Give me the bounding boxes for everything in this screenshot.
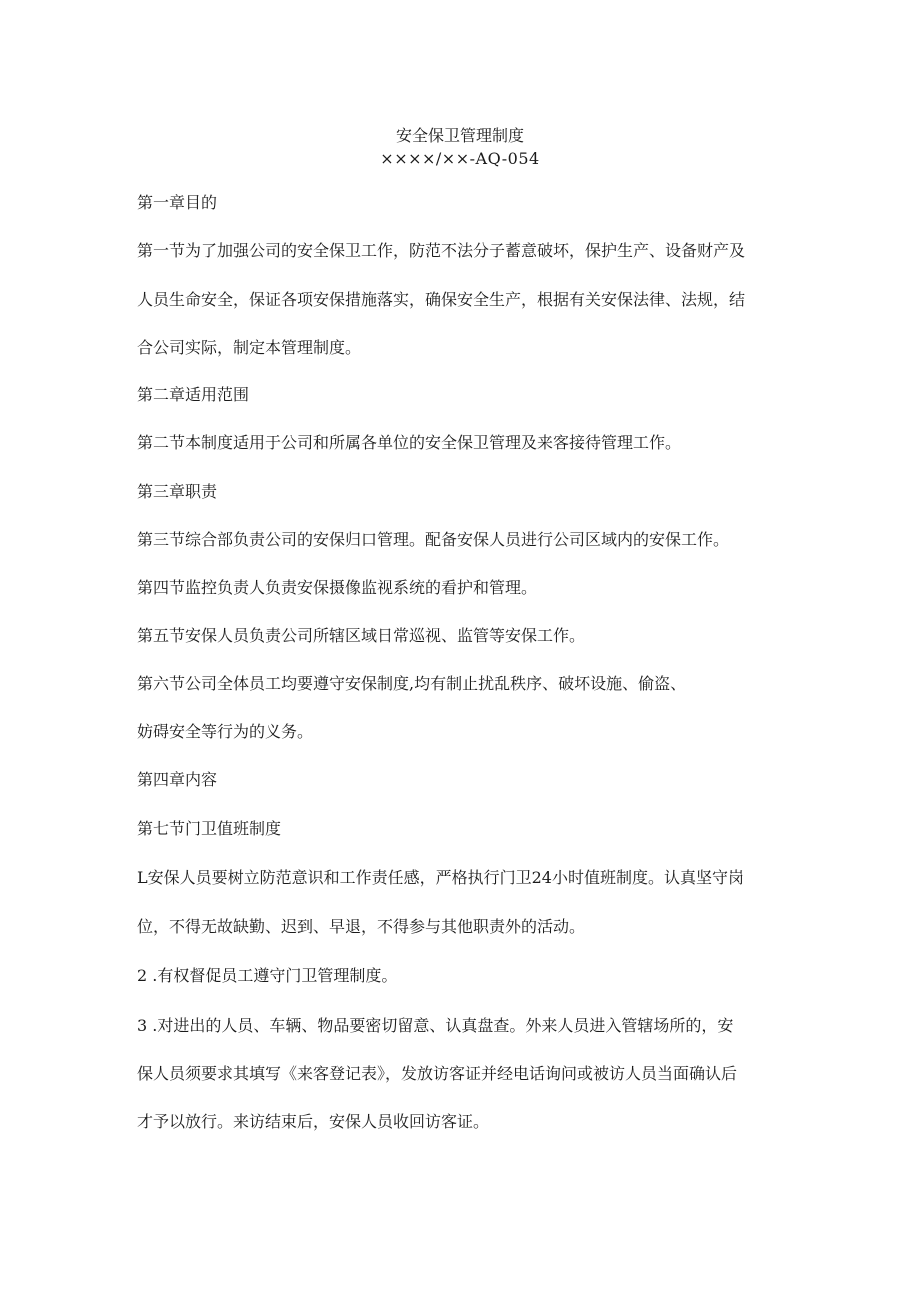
paragraph-line: 位，不得无故缺勤、迟到、早退，不得参与其他职责外的活动。 <box>137 917 586 936</box>
paragraph-line: 合公司实际，制定本管理制度。 <box>137 338 362 357</box>
list-item: 3 .对进出的人员、车辆、物品要密切留意、认真盘查。外来人员进入管辖场所的，安 <box>137 1016 734 1035</box>
paragraph-line: 第五节安保人员负责公司所辖区域日常巡视、监管等安保工作。 <box>137 626 586 645</box>
paragraph-line: 妨碍安全等行为的义务。 <box>137 722 314 741</box>
paragraph-line: 第六节公司全体员工均要遵守安保制度,均有制止扰乱秩序、破坏设施、偷盗、 <box>137 674 687 693</box>
section-heading: 第七节门卫值班制度 <box>137 819 282 838</box>
paragraph-line: 第三节综合部负责公司的安保归口管理。配备安保人员进行公司区域内的安保工作。 <box>137 530 730 549</box>
paragraph-line: 才予以放行。来访结束后，安保人员收回访客证。 <box>137 1112 490 1131</box>
paragraph-line: 第一节为了加强公司的安全保卫工作，防范不法分子蓄意破坏，保护生产、设备财产及 <box>137 241 746 260</box>
document-code: ××××/××-AQ-054 <box>380 149 540 168</box>
paragraph-line: 第二节本制度适用于公司和所属各单位的安全保卫管理及来客接待管理工作。 <box>137 433 682 452</box>
document-title: 安全保卫管理制度 <box>395 126 524 145</box>
chapter-heading: 第三章职责 <box>137 482 218 501</box>
paragraph-line: 人员生命安全，保证各项安保措施落实，确保安全生产，根据有关安保法律、法规，结 <box>137 290 746 309</box>
chapter-heading: 第四章内容 <box>137 770 218 789</box>
chapter-heading: 第一章目的 <box>137 193 218 212</box>
paragraph-line: L安保人员要树立防范意识和工作责任感，严格执行门卫24小时值班制度。认真坚守岗 <box>137 868 744 887</box>
list-item: 2 .有权督促员工遵守门卫管理制度。 <box>137 966 398 985</box>
chapter-heading: 第二章适用范围 <box>137 385 250 404</box>
paragraph-line: 第四节监控负责人负责安保摄像监视系统的看护和管理。 <box>137 578 538 597</box>
paragraph-line: 保人员须要求其填写《来客登记表》，发放访客证并经电话询问或被访人员当面确认后 <box>137 1064 738 1083</box>
